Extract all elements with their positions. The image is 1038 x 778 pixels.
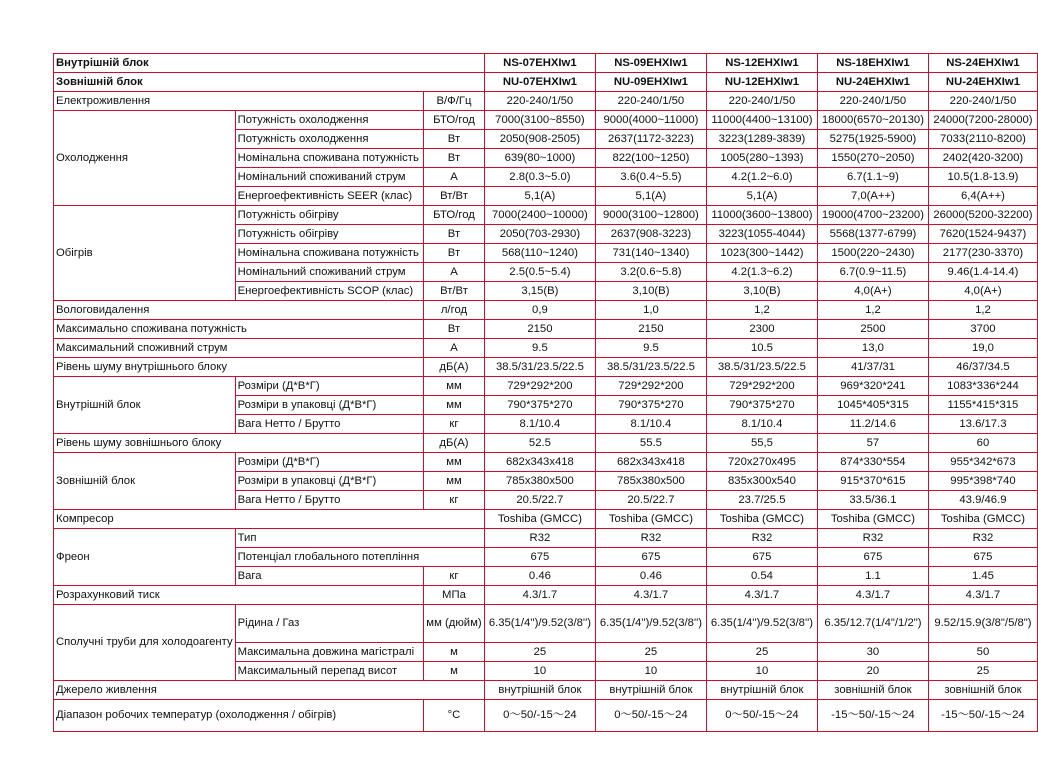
value-cell: 568(110~1240) [484,244,595,263]
row-label: Рівень шуму зовнішнього блоку [54,434,424,453]
sub-label: Розміри (Д*В*Г) [235,377,423,396]
value-cell: 3,10(B) [706,282,817,301]
value-cell: 0～50/-15～24 [484,700,595,732]
value-cell: 835x300x540 [706,472,817,491]
value-cell: 25 [484,643,595,662]
sub-label: Енергоефективність SCOP (клас) [235,282,423,301]
unit-cell: °C [424,700,485,732]
value-cell: 220-240/1/50 [595,92,706,111]
value-cell: 38.5/31/23.5/22.5 [595,358,706,377]
value-cell: 1550(270~2050) [817,149,928,168]
value-cell: 915*370*615 [817,472,928,491]
value-cell: 1005(280~1393) [706,149,817,168]
value-cell: 220-240/1/50 [484,92,595,111]
value-cell: 1,2 [928,301,1037,320]
value-cell: NU-24EHXIw1 [928,73,1037,92]
unit-cell: А [424,168,485,187]
row-outdoor-dims [54,453,1038,472]
value-cell: 20.5/22.7 [595,491,706,510]
value-cell: 9.5 [484,339,595,358]
row-label: Електроживлення [54,92,424,111]
value-cell: NU-07EHXIw1 [484,73,595,92]
value-cell: 10 [484,662,595,681]
sub-label: Вага [235,567,423,586]
value-cell: зовнішній блок [817,681,928,700]
value-cell: 955*342*673 [928,453,1037,472]
value-cell: 11.2/14.6 [817,415,928,434]
value-cell: 7000(3100~8550) [484,111,595,130]
value-cell: -15～50/-15～24 [928,700,1037,732]
value-cell: 1,0 [595,301,706,320]
sub-label: Потужність охолодження [235,111,423,130]
value-cell: 785x380x500 [595,472,706,491]
value-cell: NS-09EHXIw1 [595,54,706,73]
unit-cell: В/Ф/Гц [424,92,485,111]
unit-cell: Вт [424,225,485,244]
value-cell: 790*375*270 [484,396,595,415]
row-indoor-dims [54,377,1038,396]
unit-cell: дБ(А) [424,434,485,453]
row-label: Вологовидалення [54,301,424,320]
value-cell: 9000(4000~11000) [595,111,706,130]
value-cell: 7033(2110-8200) [928,130,1037,149]
value-cell: R32 [817,529,928,548]
value-cell: 6.35(1/4'')/9.52(3/8'') [484,605,595,643]
value-cell: 1.45 [928,567,1037,586]
value-cell: 729*292*200 [484,377,595,396]
value-cell: 720x270x495 [706,453,817,472]
row-label: Джерело живлення [54,681,485,700]
value-cell: 731(140~1340) [595,244,706,263]
value-cell: 220-240/1/50 [928,92,1037,111]
value-cell: 6.35/12.7(1/4"/1/2") [817,605,928,643]
sub-label: Розміри в упаковці (Д*В*Г) [235,396,423,415]
sub-label: Потужність обігріву [235,206,423,225]
unit-cell: м [424,643,485,662]
row-noise_in [54,358,1038,377]
value-cell: 38.5/31/23.5/22.5 [484,358,595,377]
value-cell: 995*398*740 [928,472,1037,491]
value-cell: 60 [928,434,1037,453]
value-cell: 9.46(1.4-14.4) [928,263,1037,282]
value-cell: 25 [928,662,1037,681]
value-cell: NU-24EHXIw1 [817,73,928,92]
unit-cell: кг [424,567,485,586]
row-label: Розрахунковий тиск [54,586,424,605]
value-cell: Toshiba (GMCC) [817,510,928,529]
value-cell: 5,1(A) [595,187,706,206]
row-pipes-liquid_gas [54,605,1038,643]
row-label: Рівень шуму внутрішнього блоку [54,358,424,377]
sub-label: Номінальний споживаний струм [235,168,423,187]
value-cell: 4.2(1.3~6.2) [706,263,817,282]
value-cell: 13,0 [817,339,928,358]
value-cell: 25 [595,643,706,662]
sub-label: Рідина / Газ [235,605,423,643]
value-cell: 790*375*270 [706,396,817,415]
group-label: Сполучні труби для холодоагенту [54,605,236,681]
value-cell: 2500 [817,320,928,339]
value-cell: Toshiba (GMCC) [928,510,1037,529]
sub-label: Потужність охолодження [235,130,423,149]
row-noise_out [54,434,1038,453]
value-cell: 0,9 [484,301,595,320]
group-label: Фреон [54,529,236,586]
value-cell: 3.2(0.6~5.8) [595,263,706,282]
value-cell: 2402(420-3200) [928,149,1037,168]
row-max_current [54,339,1038,358]
value-cell: 10.5 [706,339,817,358]
value-cell: 6.7(0.9~11.5) [817,263,928,282]
value-cell: 682x343x418 [484,453,595,472]
value-cell: 6.35(1/4'')/9.52(3/8'') [595,605,706,643]
value-cell: R32 [928,529,1037,548]
unit-cell: л/год [424,301,485,320]
row-label: Максимально споживана потужність [54,320,424,339]
value-cell: 675 [595,548,706,567]
value-cell: внутрішній блок [706,681,817,700]
value-cell: 2637(1172-3223) [595,130,706,149]
value-cell: 10.5(1.8-13.9) [928,168,1037,187]
value-cell: 675 [928,548,1037,567]
value-cell: NS-24EHXIw1 [928,54,1037,73]
value-cell: 41/37/31 [817,358,928,377]
value-cell: 24000(7200-28000) [928,111,1037,130]
value-cell: Toshiba (GMCC) [595,510,706,529]
value-cell: 5568(1377-6799) [817,225,928,244]
unit-cell: БТО/год [424,206,485,225]
value-cell: 57 [817,434,928,453]
value-cell: 0～50/-15～24 [595,700,706,732]
row-outdoor_unit [54,73,1038,92]
value-cell: 1083*336*244 [928,377,1037,396]
value-cell: 6.35(1/4'')/9.52(3/8'') [706,605,817,643]
value-cell: R32 [595,529,706,548]
unit-cell: м [424,662,485,681]
value-cell: 3223(1289-3839) [706,130,817,149]
value-cell: 4.3/1.7 [928,586,1037,605]
value-cell: 1,2 [817,301,928,320]
sub-label: Вага Нетто / Брутто [235,491,423,510]
unit-cell: мм [424,396,485,415]
value-cell: 5,1(A) [706,187,817,206]
value-cell: 0～50/-15～24 [706,700,817,732]
value-cell: 4.3/1.7 [484,586,595,605]
row-label: Компресор [54,510,485,529]
value-cell: 682x343x418 [595,453,706,472]
value-cell: 822(100~1250) [595,149,706,168]
unit-cell: мм [424,453,485,472]
value-cell: 4.3/1.7 [817,586,928,605]
value-cell: 55.5 [595,434,706,453]
value-cell: 1,2 [706,301,817,320]
row-label: Діапазон робочих температур (охолодження / обігрів) [54,700,424,732]
value-cell: 0.54 [706,567,817,586]
unit-cell: А [424,339,485,358]
sub-label: Розміри в упаковці (Д*В*Г) [235,472,423,491]
value-cell: 10 [706,662,817,681]
value-cell: 43.9/46.9 [928,491,1037,510]
spec-table [53,53,1038,732]
value-cell: 785x380x500 [484,472,595,491]
value-cell: 1045*405*315 [817,396,928,415]
value-cell: 8.1/10.4 [595,415,706,434]
row-cooling-cap_btu [54,111,1038,130]
value-cell: 9.5 [595,339,706,358]
value-cell: 50 [928,643,1037,662]
value-cell: 18000(6570~20130) [817,111,928,130]
value-cell: 790*375*270 [595,396,706,415]
value-cell: NS-12EHXIw1 [706,54,817,73]
value-cell: 11000(3600~13800) [706,206,817,225]
value-cell: 4,0(A+) [928,282,1037,301]
value-cell: 52.5 [484,434,595,453]
value-cell: 3.6(0.4~5.5) [595,168,706,187]
unit-cell: Вт [424,244,485,263]
value-cell: 7000(2400~10000) [484,206,595,225]
value-cell: 38.5/31/23.5/22.5 [706,358,817,377]
sub-label: Максимальный перепад висот [235,662,423,681]
group-label: Обігрів [54,206,236,301]
sub-label: Потенціал глобального потепління [235,548,484,567]
value-cell: 5,1(A) [484,187,595,206]
value-cell: 2050(703-2930) [484,225,595,244]
sub-label: Номінальна споживана потужність [235,149,423,168]
value-cell: 3223(1055-4044) [706,225,817,244]
value-cell: 23.7/25.5 [706,491,817,510]
sub-label: Вага Нетто / Брутто [235,415,423,434]
sub-label: Тип [235,529,484,548]
value-cell: 13.6/17.3 [928,415,1037,434]
row-label: Зовнішній блок [54,73,485,92]
row-pressure [54,586,1038,605]
value-cell: 1155*415*315 [928,396,1037,415]
value-cell: 3700 [928,320,1037,339]
unit-cell: мм [424,377,485,396]
value-cell: внутрішній блок [595,681,706,700]
value-cell: 220-240/1/50 [817,92,928,111]
value-cell: 30 [817,643,928,662]
value-cell: Toshiba (GMCC) [484,510,595,529]
value-cell: 729*292*200 [706,377,817,396]
value-cell: R32 [706,529,817,548]
unit-cell: Вт [424,149,485,168]
value-cell: 1500(220~2430) [817,244,928,263]
value-cell: 11000(4400~13100) [706,111,817,130]
value-cell: NU-09EHXIw1 [595,73,706,92]
value-cell: 0.46 [595,567,706,586]
value-cell: 46/37/34.5 [928,358,1037,377]
unit-cell: Вт [424,130,485,149]
row-freon-type [54,529,1038,548]
value-cell: 220-240/1/50 [706,92,817,111]
value-cell: NS-18EHXIw1 [817,54,928,73]
value-cell: 675 [484,548,595,567]
value-cell: R32 [484,529,595,548]
value-cell: 8.1/10.4 [706,415,817,434]
value-cell: 2300 [706,320,817,339]
value-cell: 4.2(1.2~6.0) [706,168,817,187]
row-heating-cap_btu [54,206,1038,225]
unit-cell: МПа [424,586,485,605]
value-cell: 729*292*200 [595,377,706,396]
value-cell: 10 [595,662,706,681]
row-power_supply [54,92,1038,111]
value-cell: 2050(908-2505) [484,130,595,149]
sub-label: Номінальний споживаний струм [235,263,423,282]
group-label: Внутрішній блок [54,377,236,434]
value-cell: 6.7(1.1~9) [817,168,928,187]
row-dehumid [54,301,1038,320]
sub-label: Потужність обігріву [235,225,423,244]
value-cell: 2637(908-3223) [595,225,706,244]
value-cell: 25 [706,643,817,662]
row-label: Максимальний споживний струм [54,339,424,358]
value-cell: 639(80~1000) [484,149,595,168]
value-cell: 2150 [595,320,706,339]
value-cell: 874*330*554 [817,453,928,472]
value-cell: NS-07EHXIw1 [484,54,595,73]
value-cell: 7620(1524-9437) [928,225,1037,244]
value-cell: 2177(230-3370) [928,244,1037,263]
value-cell: 675 [706,548,817,567]
value-cell: 8.1/10.4 [484,415,595,434]
value-cell: 4.3/1.7 [706,586,817,605]
value-cell: 6,4(A++) [928,187,1037,206]
group-label: Зовнішній блок [54,453,236,510]
row-indoor_unit [54,54,1038,73]
unit-cell: Вт/Вт [424,282,485,301]
unit-cell: Вт [424,320,485,339]
unit-cell: кг [424,491,485,510]
group-label: Охолодження [54,111,236,206]
value-cell: 2.5(0.5~5.4) [484,263,595,282]
value-cell: зовнішній блок [928,681,1037,700]
row-compressor [54,510,1038,529]
value-cell: 675 [817,548,928,567]
value-cell: 5275(1925-5900) [817,130,928,149]
value-cell: Toshiba (GMCC) [706,510,817,529]
value-cell: -15～50/-15～24 [817,700,928,732]
sub-label: Енергоефективність SEER (клас) [235,187,423,206]
row-temp_range [54,700,1038,732]
value-cell: NU-12EHXIw1 [706,73,817,92]
row-label: Внутрішній блок [54,54,485,73]
sub-label: Номінальна споживана потужність [235,244,423,263]
value-cell: 2.8(0.3~5.0) [484,168,595,187]
value-cell: 9.52/15.9(3/8"/5/8") [928,605,1037,643]
sub-label: Максимальна довжина магістралі [235,643,423,662]
value-cell: 4.3/1.7 [595,586,706,605]
value-cell: 1.1 [817,567,928,586]
value-cell: 19,0 [928,339,1037,358]
value-cell: 9000(3100~12800) [595,206,706,225]
value-cell: 1023(300~1442) [706,244,817,263]
value-cell: 20 [817,662,928,681]
unit-cell: БТО/год [424,111,485,130]
unit-cell: мм (дюйм) [424,605,485,643]
value-cell: внутрішній блок [484,681,595,700]
value-cell: 33.5/36.1 [817,491,928,510]
value-cell: 2150 [484,320,595,339]
unit-cell: Вт/Вт [424,187,485,206]
unit-cell: кг [424,415,485,434]
value-cell: 55,5 [706,434,817,453]
row-power_source [54,681,1038,700]
value-cell: 969*320*241 [817,377,928,396]
value-cell: 19000(4700~23200) [817,206,928,225]
sub-label: Розміри (Д*В*Г) [235,453,423,472]
unit-cell: дБ(А) [424,358,485,377]
unit-cell: мм [424,472,485,491]
value-cell: 7,0(A++) [817,187,928,206]
value-cell: 3,10(B) [595,282,706,301]
value-cell: 26000(5200-32200) [928,206,1037,225]
value-cell: 20.5/22.7 [484,491,595,510]
value-cell: 0.46 [484,567,595,586]
row-max_power [54,320,1038,339]
unit-cell: А [424,263,485,282]
value-cell: 3,15(B) [484,282,595,301]
value-cell: 4,0(A+) [817,282,928,301]
